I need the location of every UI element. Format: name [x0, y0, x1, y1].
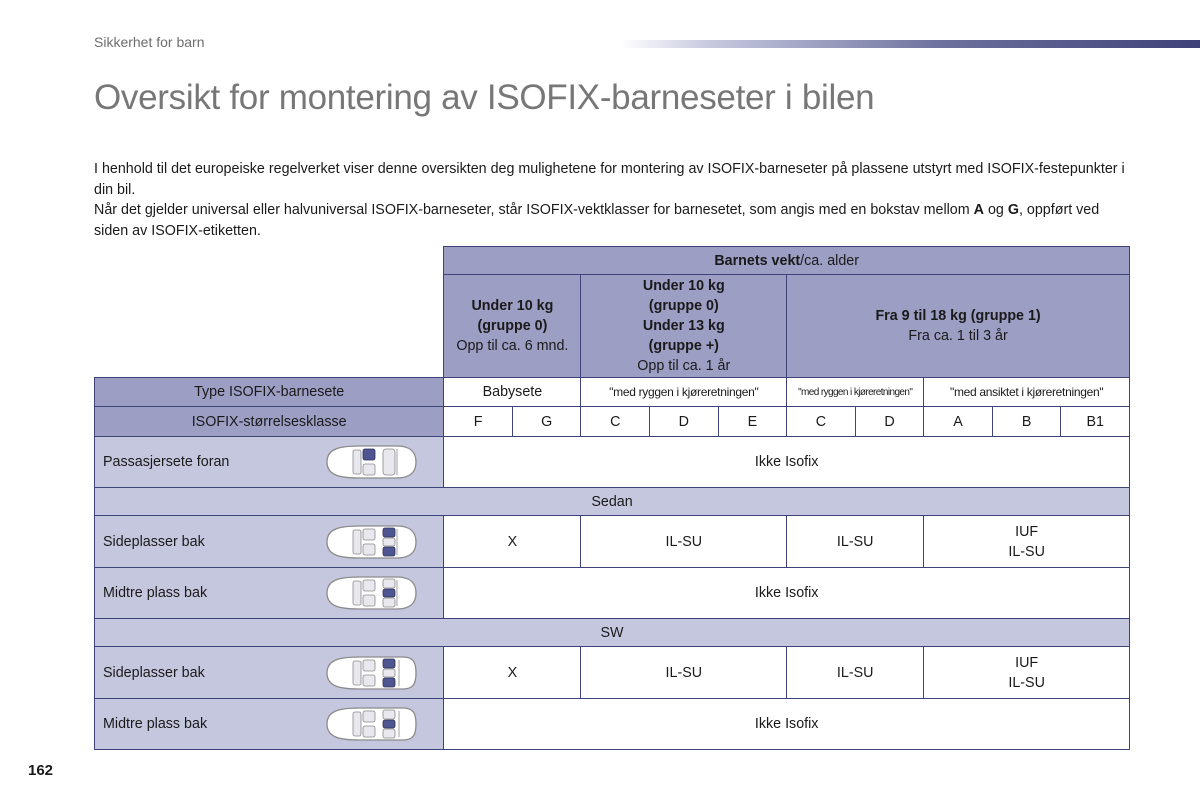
type-forward-facing: "med ansiktet i kjøreretningen": [924, 378, 1130, 407]
car-rear-middle-icon: [319, 572, 419, 614]
sedan-band-row: [95, 488, 1130, 516]
size-class-cell: D: [855, 407, 924, 437]
intro-p2-letter-a: A: [973, 202, 984, 218]
group1-header: [787, 275, 1130, 378]
type-babysete: Babysete: [444, 378, 581, 407]
size-class-cell: E: [718, 407, 787, 437]
weight-header-bold: Barnets vekt: [714, 252, 801, 269]
sw-side-group1-rear: IL-SU: [787, 647, 924, 699]
sw-side-ilsu: IL-SU: [1008, 674, 1045, 691]
isofix-table: [94, 246, 1130, 750]
size-class-cell: D: [650, 407, 719, 437]
size-class-cell: B: [992, 407, 1061, 437]
intro-text: [94, 159, 1134, 241]
section-label: Sikkerhet for barn: [94, 34, 205, 50]
car-rear-side-icon: [319, 521, 419, 563]
sw-band: SW: [95, 619, 1130, 647]
type-row: [95, 378, 1130, 407]
intro-p2-letter-g: G: [1007, 202, 1019, 218]
header-gradient-bar: [620, 40, 1200, 48]
front-passenger-row: [95, 437, 1130, 488]
type-rear-facing-2: "med ryggen i kjøreretningen": [787, 378, 924, 407]
page-number: 162: [28, 762, 54, 779]
sw-side-row: [95, 647, 1130, 699]
group0plus-group-2: (gruppe +): [648, 338, 719, 354]
sw-side-group0plus: IL-SU: [581, 647, 787, 699]
sw-side-head: [95, 647, 444, 699]
sw-middle-label: Midtre plass bak: [103, 716, 208, 732]
sedan-side-group1-rear: IL-SU: [787, 516, 924, 568]
intro-p2-og: og: [983, 202, 1008, 218]
weight-header: [444, 247, 1130, 275]
sedan-side-row: [95, 516, 1130, 568]
type-label: Type ISOFIX-barnesete: [95, 378, 444, 407]
size-class-label: ISOFIX-størrelsesklasse: [95, 407, 444, 437]
sedan-side-group1-forward: [924, 516, 1130, 568]
size-class-cell: F: [444, 407, 513, 437]
weight-header-row: [95, 247, 1130, 275]
sedan-side-label: Sideplasser bak: [103, 533, 205, 550]
group0-weight: Under 10 kg: [471, 298, 554, 314]
sw-side-label: Sideplasser bak: [103, 664, 205, 681]
sw-middle-value: Ikke Isofix: [444, 699, 1130, 750]
size-class-row: [95, 407, 1130, 437]
blank-corner: [95, 247, 444, 378]
intro-paragraph-2: [94, 200, 1134, 241]
sw-middle-row: [95, 699, 1130, 750]
size-class-cell: A: [924, 407, 993, 437]
size-class-cell: G: [512, 407, 581, 437]
group0plus-weight-2: Under 13 kg: [642, 318, 725, 334]
group0plus-group-1: (gruppe 0): [648, 298, 719, 314]
size-class-cell: C: [787, 407, 856, 437]
group1-age: Fra ca. 1 til 3 år: [908, 328, 1008, 344]
sedan-band: Sedan: [95, 488, 1130, 516]
sedan-middle-value: Ikke Isofix: [444, 568, 1130, 619]
group0plus-header: [581, 275, 787, 378]
car-rear-middle-icon: [319, 703, 419, 745]
page-title: Oversikt for montering av ISOFIX-barneseter i bilen: [94, 78, 875, 117]
sw-side-group0: X: [444, 647, 581, 699]
intro-p2-text-b: , oppført ved siden av ISOFIX-etiketten.: [94, 202, 1100, 239]
front-passenger-value: Ikke Isofix: [444, 437, 1130, 488]
sedan-side-ilsu: IL-SU: [1008, 543, 1045, 560]
group0-header: [444, 275, 581, 378]
sedan-side-group0: X: [444, 516, 581, 568]
size-class-cell: C: [581, 407, 650, 437]
group0plus-age: Opp til ca. 1 år: [637, 358, 731, 374]
sedan-side-iuf: IUF: [1015, 523, 1039, 540]
car-front-seat-icon: [319, 441, 419, 483]
group0-age: Opp til ca. 6 mnd.: [456, 338, 569, 354]
sw-middle-head: [95, 699, 444, 750]
intro-p2-text-a: Når det gjelder universal eller halvuniversal ISOFIX-barneseter, står ISOFIX-vektklasser for barnesetet, som angis med en bokstav mellom: [94, 202, 974, 218]
type-rear-facing-1: "med ryggen i kjøreretningen": [581, 378, 787, 407]
sw-band-row: [95, 619, 1130, 647]
intro-paragraph-1: I henhold til det europeiske regelverket viser denne oversikten deg mulighetene for montering av ISOFIX-barneseter på plassene utstyrt med ISOFIX-festepunkter i din bil.: [94, 161, 1125, 198]
front-passenger-label: Passasjersete foran: [103, 454, 230, 470]
front-passenger-head: [95, 437, 444, 488]
sedan-side-group0plus: IL-SU: [581, 516, 787, 568]
group0plus-weight-1: Under 10 kg: [642, 278, 725, 294]
car-rear-side-icon: [319, 652, 419, 694]
sw-side-group1-forward: [924, 647, 1130, 699]
sedan-middle-label: Midtre plass bak: [103, 585, 208, 601]
sedan-middle-head: [95, 568, 444, 619]
group1-weight: Fra 9 til 18 kg (gruppe 1): [875, 308, 1041, 324]
size-class-cell: B1: [1061, 407, 1130, 437]
weight-header-rest: /ca. alder: [800, 252, 859, 269]
group0-group: (gruppe 0): [477, 318, 548, 334]
sw-side-iuf: IUF: [1015, 654, 1039, 671]
sedan-middle-row: [95, 568, 1130, 619]
sedan-side-head: [95, 516, 444, 568]
